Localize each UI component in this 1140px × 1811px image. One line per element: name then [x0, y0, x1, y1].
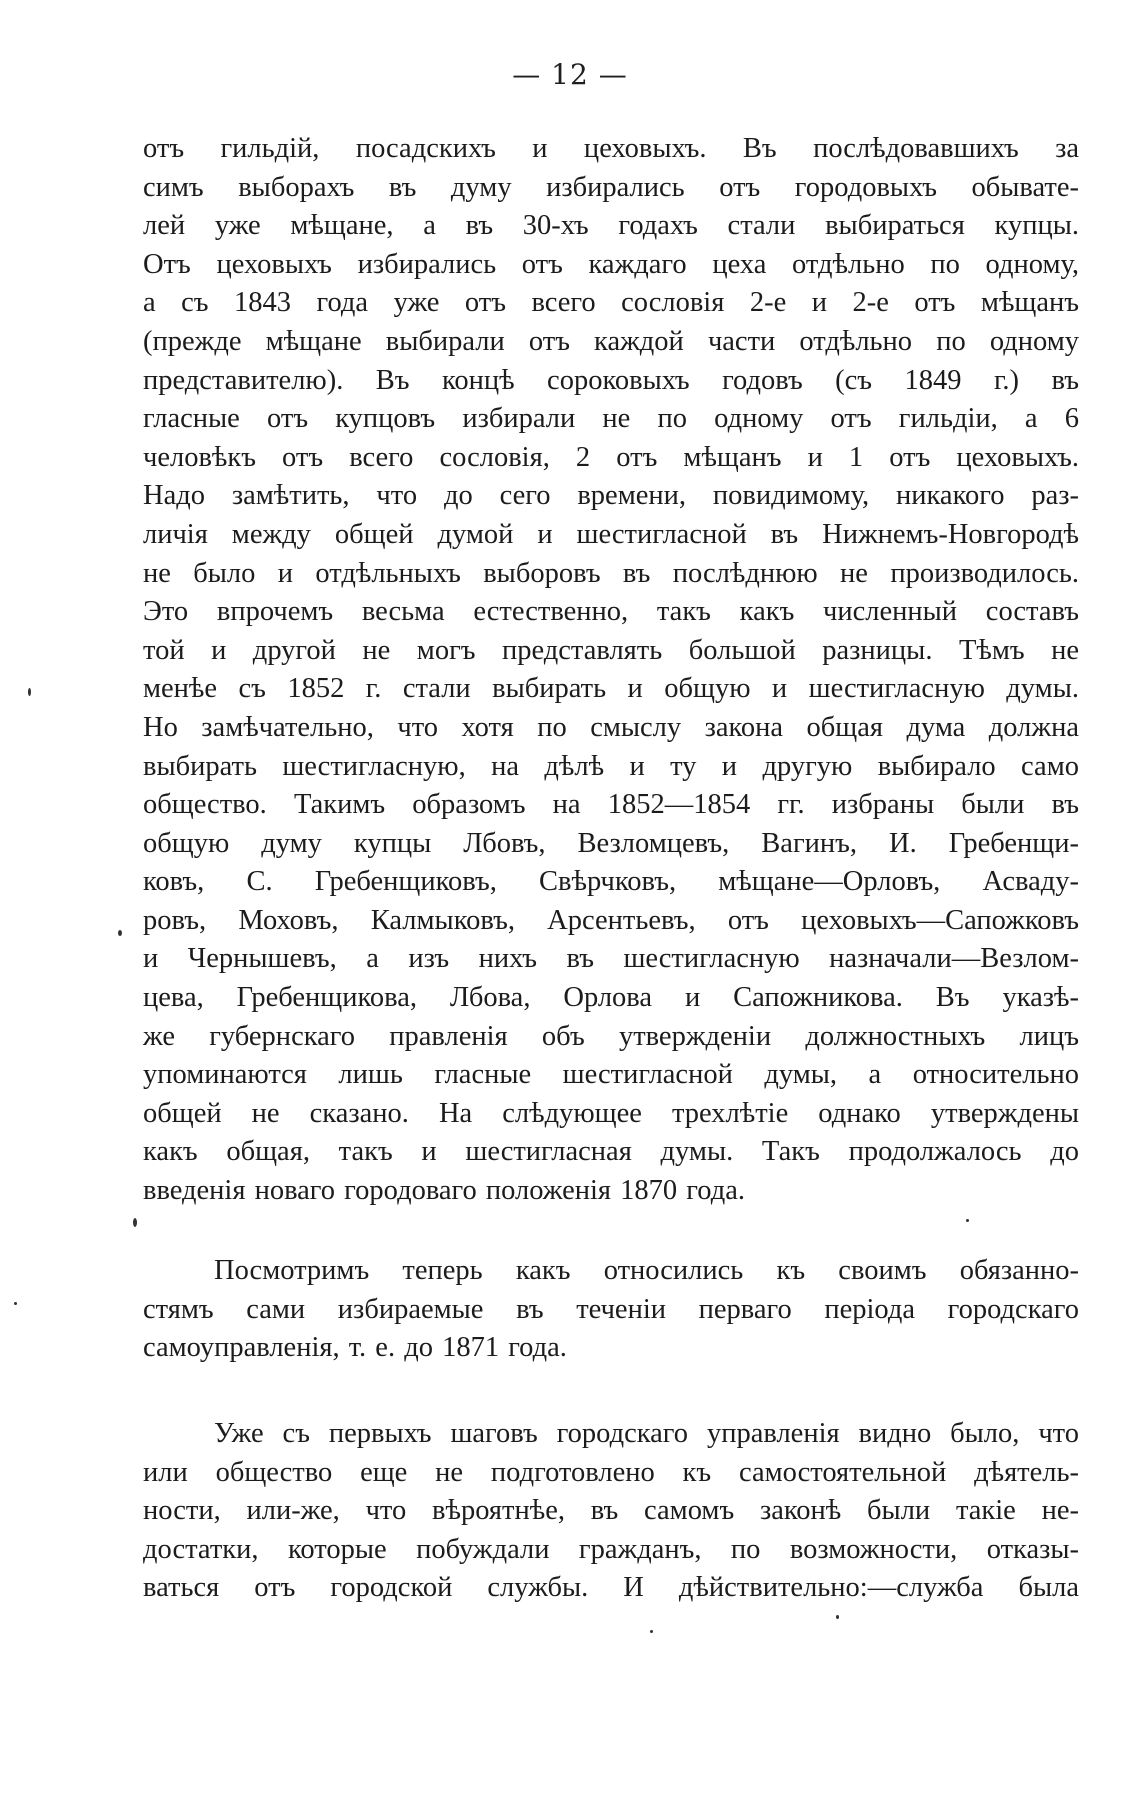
text-line: общей не сказано. На слѣдующее трехлѣтіе однако утверждены: [143, 1097, 1079, 1129]
text-line: личія между общей думой и шестигласной въ Нижнемъ-Новгородѣ: [143, 518, 1079, 550]
text-line: общество. Такимъ образомъ на 1852—1854 гг. избраны были въ: [143, 789, 1079, 821]
text-line: или общество еще не подготовлено къ самостоятельной дѣятель-: [143, 1456, 1079, 1488]
scan-speck: [966, 1219, 969, 1222]
scan-speck: [836, 1615, 839, 1619]
scan-speck: [28, 688, 31, 696]
text-line: цева, Гребенщикова, Лбова, Орлова и Сапожникова. Въ указѣ-: [143, 982, 1079, 1014]
text-line: стямъ сами избираемые въ теченіи перваго періода городскаго: [143, 1293, 1079, 1325]
text-line: какъ общая, такъ и шестигласная думы. Такъ продолжалось до: [143, 1136, 1079, 1168]
text-line: менѣе съ 1852 г. стали выбирать и общую и шестигласную думы.: [143, 673, 1079, 705]
text-line: выбирать шестигласную, на дѣлѣ и ту и другую выбирало само: [143, 750, 1079, 782]
scan-speck: [650, 1630, 653, 1633]
text-line: общую думу купцы Лбовъ, Везломцевъ, Вагинъ, И. Гребенщи-: [143, 827, 1079, 859]
text-line: Отъ цеховыхъ избирались отъ каждаго цеха отдѣльно по одному,: [143, 248, 1079, 280]
paragraph-3: [143, 1415, 1079, 1608]
text-line: достатки, которые побуждали гражданъ, по возможности, отказы-: [143, 1533, 1079, 1565]
paragraph-2: [143, 1252, 1079, 1368]
text-line: самоуправленія, т. е. до 1871 года.: [143, 1332, 567, 1364]
text-line: не было и отдѣльныхъ выборовъ въ послѣднюю не производилось.: [143, 557, 1079, 589]
text-line: той и другой не могъ представлять большой разницы. Тѣмъ не: [143, 634, 1079, 666]
scan-speck: [14, 1302, 17, 1305]
text-line: представителю). Въ концѣ сороковыхъ годовъ (съ 1849 г.) въ: [143, 364, 1079, 396]
text-line: (прежде мѣщане выбирали отъ каждой части отдѣльно по одному: [143, 325, 1079, 357]
paragraph-1: [143, 130, 1079, 1211]
text-line: ваться отъ городской службы. И дѣйствительно:—служба была: [143, 1572, 1079, 1604]
text-line: ковъ, С. Гребенщиковъ, Свѣрчковъ, мѣщане—Орловъ, Асваду-: [143, 866, 1079, 898]
text-line: лей уже мѣщане, а въ 30-хъ годахъ стали выбираться купцы.: [143, 210, 1079, 242]
text-line: отъ гильдій, посадскихъ и цеховыхъ. Въ послѣдовавшихъ за: [143, 133, 1079, 164]
scan-speck: [133, 1218, 137, 1227]
text-line: человѣкъ отъ всего сословія, 2 отъ мѣщанъ и 1 отъ цеховыхъ.: [143, 441, 1079, 473]
text-line: Посмотримъ теперь какъ относились къ своимъ обязанно-: [214, 1255, 1079, 1286]
text-line: упоминаются лишь гласные шестигласной думы, а относительно: [143, 1059, 1079, 1091]
text-line: Но замѣчательно, что хотя по смыслу закона общая дума должна: [143, 711, 1079, 743]
text-line: введенія новаго городоваго положенія 1870 года.: [143, 1175, 745, 1207]
text-line: ровъ, Моховъ, Калмыковъ, Арсентьевъ, отъ цеховыхъ—Сапожковъ: [143, 904, 1079, 936]
text-line: и Чернышевъ, а изъ нихъ въ шестигласную назначали—Везлом-: [143, 943, 1079, 975]
text-line: гласные отъ купцовъ избирали не по одному отъ гильдіи, а 6: [143, 403, 1079, 435]
text-line: Надо замѣтить, что до сего времени, повидимому, никакого раз-: [143, 480, 1079, 512]
scan-speck: [118, 930, 122, 936]
text-line: симъ выборахъ въ думу избирались отъ городовыхъ обывате-: [143, 171, 1079, 203]
text-line: Это впрочемъ весьма естественно, такъ какъ численный составъ: [143, 596, 1079, 628]
text-line: а съ 1843 года уже отъ всего сословія 2-е и 2-е отъ мѣщанъ: [143, 287, 1079, 319]
text-line: Уже съ первыхъ шаговъ городскаго управленія видно было, что: [214, 1418, 1079, 1449]
text-line: ности, или-же, что вѣроятнѣе, въ самомъ законѣ были такіе не-: [143, 1495, 1079, 1527]
page-number: — 12 —: [512, 58, 628, 91]
text-line: же губернскаго правленія объ утвержденіи должностныхъ лицъ: [143, 1020, 1079, 1052]
